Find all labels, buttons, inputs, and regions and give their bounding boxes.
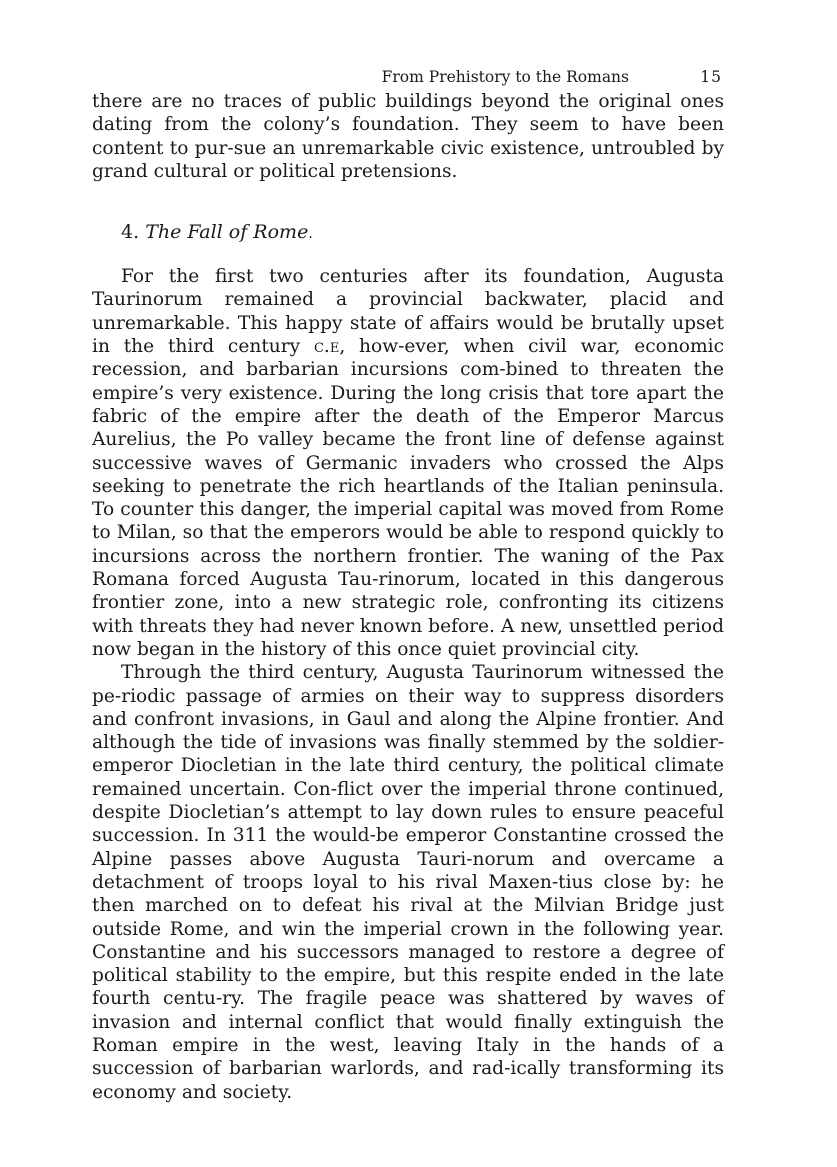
era-abbreviation: c.e <box>313 336 340 358</box>
body-text <box>92 90 724 1104</box>
page-number: 15 <box>700 68 722 86</box>
running-head-title: From Prehistory to the Romans <box>381 68 629 86</box>
section-title: The Fall of Rome <box>145 221 309 244</box>
section-heading <box>121 220 724 246</box>
paragraph-text: For the first two centuries after its foundation, Augusta Taurinorum remained a provincial backwater, placid and unremarkable. This happy state of affairs would be brutally upset in the third century <box>92 266 724 358</box>
book-page <box>92 64 724 1104</box>
section-title-dot: . <box>308 226 313 243</box>
running-head <box>92 64 724 90</box>
paragraph-text: , how-ever, when civil war, economic recession, and barbarian incursions com-bined to threaten the empire’s very existence. During the long crisis that tore apart the fabric of the empire after the death of the Emperor Marcus Aurelius, the Po valley became the front line of defense against successive waves of Germanic invaders who crossed the Alps seeking to penetrate the rich heartlands of the Italian peninsula. To counter this danger, the imperial capital was moved from Rome to Milan, so that the emperors would be able to respond quickly to incursions across the northern frontier. The waning of the Pax Romana forced Augusta Tau-rinorum, located in this dangerous frontier zone, into a new strategic role, confronting its citizens with threats they had never known before. A new, unsettled period now began in the history of this once quiet provincial city. <box>92 336 724 660</box>
opening-paragraph: there are no traces of public buildings beyond the original ones dating from the colony’s foundation. They seem to have been content to pur-sue an unremarkable civic existence, untroubled by grand cultural or political pretensions. <box>92 91 724 182</box>
paragraph <box>92 265 724 661</box>
section-number: 4. <box>121 221 140 244</box>
paragraph: Through the third century, Augusta Taurinorum witnessed the pe-riodic passage of armies on their way to suppress disorders and confront invasions, in Gaul and along the Alpine frontier. And although the tide of invasions was finally stemmed by the soldier-emperor Diocletian in the late third century, the political climate remained uncertain. Con-flict over the imperial throne continued, despite Diocletian’s attempt to lay down rules to ensure peaceful succession. In 311 the would-be emperor Constantine crossed the Alpine passes above Augusta Tauri-norum and overcame a detachment of troops loyal to his rival Maxen-tius close by: he then marched on to defeat his rival at the Milvian Bridge just outside Rome, and win the imperial crown in the following year. Constantine and his successors managed to restore a degree of political stability to the empire, but this respite ended in the late fourth centu-ry. The fragile peace was shattered by waves of invasion and internal conflict that would finally extinguish the Roman empire in the west, leaving Italy in the hands of a succession of barbarian warlords, and rad-ically transforming its economy and society. <box>92 662 724 1103</box>
